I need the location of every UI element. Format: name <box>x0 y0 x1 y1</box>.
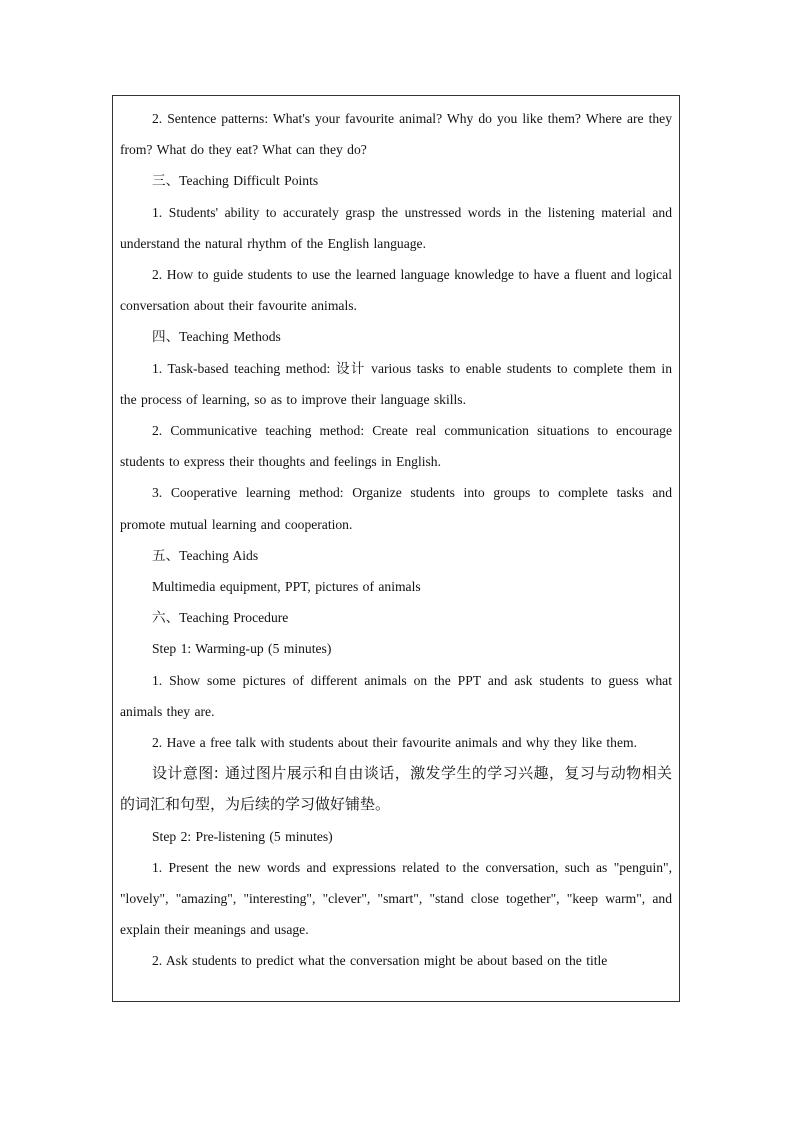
paragraph-step-1-item-2: 2. Have a free talk with students about their favourite animals and why they like them. <box>152 735 637 751</box>
paragraph-method-task-based: 1. Task-based teaching method: 设计 various tasks to enable students to complete them in the process of learning, so as to improve their language skills. <box>120 360 672 407</box>
heading-teaching-methods: 四、Teaching Methods <box>152 329 281 345</box>
paragraph-step-1-item-1: 1. Show some pictures of different animals on the PPT and ask students to guess what animals they are. <box>120 672 672 719</box>
paragraph-teaching-aids: Multimedia equipment, PPT, pictures of animals <box>152 579 421 595</box>
paragraph-sentence-patterns: 2. Sentence patterns: What's your favourite animal? Why do you like them? Where are they from? What do they eat? What can they do? <box>120 111 672 158</box>
lesson-plan-content <box>120 103 672 977</box>
heading-difficult-points: 三、Teaching Difficult Points <box>152 173 319 189</box>
paragraph-step-1-title: Step 1: Warming-up (5 minutes) <box>152 641 332 657</box>
paragraph-step-2-item-2: 2. Ask students to predict what the conversation might be about based on the title <box>152 953 608 969</box>
heading-teaching-procedure: 六、Teaching Procedure <box>152 610 289 626</box>
paragraph-difficult-point-2: 2. How to guide students to use the learned language knowledge to have a fluent and logical conversation about their favourite animals. <box>120 267 672 314</box>
paragraph-step-2-title: Step 2: Pre-listening (5 minutes) <box>152 828 333 844</box>
paragraph-difficult-point-1: 1. Students' ability to accurately grasp the unstressed words in the listening material and understand the natural rhythm of the English language. <box>120 204 672 251</box>
paragraph-method-cooperative: 3. Cooperative learning method: Organize students into groups to complete tasks and promote mutual learning and cooperation. <box>120 485 672 532</box>
table-cell-frame <box>112 95 680 1002</box>
paragraph-method-communicative: 2. Communicative teaching method: Create real communication situations to encourage students to express their thoughts and feelings in English. <box>120 423 672 470</box>
paragraph-design-intent: 设计意图: 通过图片展示和自由谈话，激发学生的学习兴趣，复习与动物相关的词汇和句型，为后续的学习做好铺垫。 <box>120 764 672 814</box>
paragraph-step-2-item-1: 1. Present the new words and expressions related to the conversation, such as "penguin", "lovely", "amazing", "interesting", "clever", "smart", "stand close together", "keep warm", and explain their meanings and usage. <box>120 859 672 938</box>
heading-teaching-aids: 五、Teaching Aids <box>152 547 259 563</box>
